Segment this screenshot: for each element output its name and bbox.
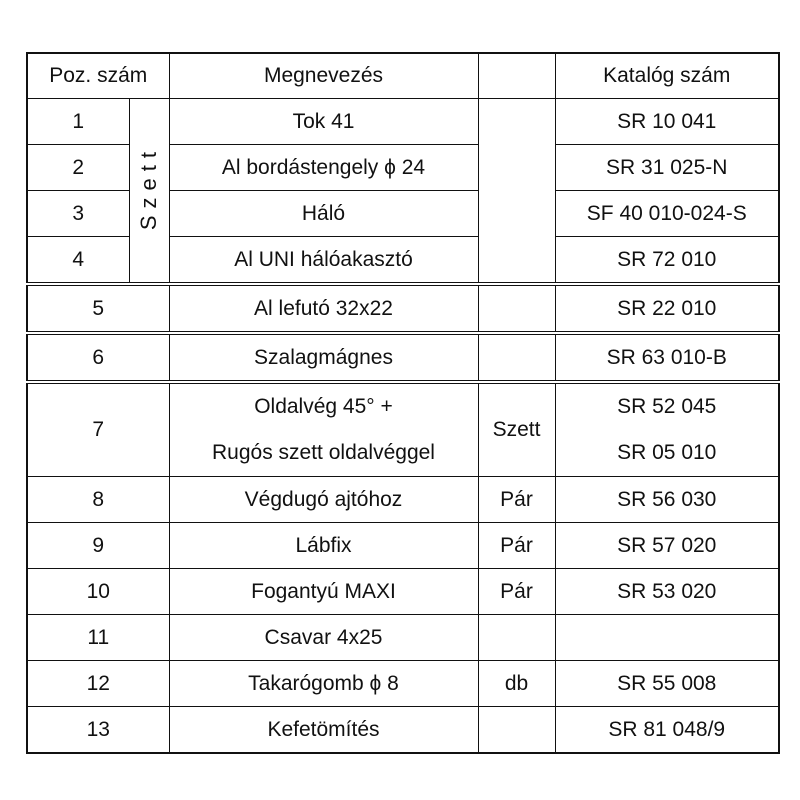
row-name: Végdugó ajtóhoz [169, 477, 478, 523]
row-name: Takarógomb ϕ 8 [169, 661, 478, 707]
row-pos: 4 [27, 237, 129, 285]
row-unit [478, 615, 555, 661]
row-catalog: SR 72 010 [555, 237, 779, 285]
row-pos: 12 [27, 661, 169, 707]
header-name: Megnevezés [169, 53, 478, 99]
table-row [27, 615, 779, 661]
row-name: Al lefutó 32x22 [169, 284, 478, 333]
table-row [27, 382, 779, 477]
row-catalog: SR 56 030 [555, 477, 779, 523]
row-pos: 2 [27, 145, 129, 191]
row-unit: Szett [478, 382, 555, 477]
row-pos: 3 [27, 191, 129, 237]
row-pos: 5 [27, 284, 169, 333]
row-name: Al bordástengely ϕ 24 [169, 145, 478, 191]
row-catalog: SR 55 008 [555, 661, 779, 707]
row-catalog: SR 63 010-B [555, 333, 779, 382]
row-catalog-line1: SR 52 045 [617, 395, 717, 418]
parts-table [26, 52, 780, 754]
row-pos: 6 [27, 333, 169, 382]
row-catalog: SR 81 048/9 [555, 707, 779, 754]
table-row [27, 333, 779, 382]
row-catalog: SR 31 025-N [555, 145, 779, 191]
table-row [27, 707, 779, 754]
row-pos: 10 [27, 569, 169, 615]
row-catalog: SR 57 020 [555, 523, 779, 569]
table-row [27, 99, 779, 145]
row-unit: Pár [478, 523, 555, 569]
row-name-line1: Oldalvég 45° + [254, 395, 393, 418]
table-row [27, 477, 779, 523]
row-name-line2: Rugós szett oldalvéggel [212, 441, 435, 464]
table-row [27, 284, 779, 333]
row-unit [478, 707, 555, 754]
row-unit [478, 284, 555, 333]
row-catalog: SR 53 020 [555, 569, 779, 615]
row-catalog-line2: SR 05 010 [617, 441, 717, 464]
row-name: Csavar 4x25 [169, 615, 478, 661]
table-row [27, 523, 779, 569]
row-name: Tok 41 [169, 99, 478, 145]
row-unit: db [478, 661, 555, 707]
row-unit: Pár [478, 477, 555, 523]
header-catalog: Katalóg szám [555, 53, 779, 99]
row-pos: 9 [27, 523, 169, 569]
header-unit [478, 53, 555, 99]
row-catalog-multiline [555, 382, 779, 477]
table-row [27, 661, 779, 707]
header-pos: Poz. szám [27, 53, 169, 99]
row-pos: 7 [27, 382, 169, 477]
row-name: Lábfix [169, 523, 478, 569]
row-pos: 8 [27, 477, 169, 523]
row-catalog: SF 40 010-024-S [555, 191, 779, 237]
row-pos: 13 [27, 707, 169, 754]
row-catalog: SR 10 041 [555, 99, 779, 145]
row-name: Fogantyú MAXI [169, 569, 478, 615]
row-name: Szalagmágnes [169, 333, 478, 382]
row-name: Kefetömítés [169, 707, 478, 754]
row-unit: Pár [478, 569, 555, 615]
row-name-multiline [169, 382, 478, 477]
table-header-row [27, 53, 779, 99]
set-group-label: Szett [129, 99, 169, 285]
row-catalog [555, 615, 779, 661]
row-name: Al UNI hálóakasztó [169, 237, 478, 285]
table-row [27, 569, 779, 615]
row-name: Háló [169, 191, 478, 237]
row-pos: 11 [27, 615, 169, 661]
row-unit-empty [478, 99, 555, 285]
row-pos: 1 [27, 99, 129, 145]
row-unit [478, 333, 555, 382]
row-catalog: SR 22 010 [555, 284, 779, 333]
